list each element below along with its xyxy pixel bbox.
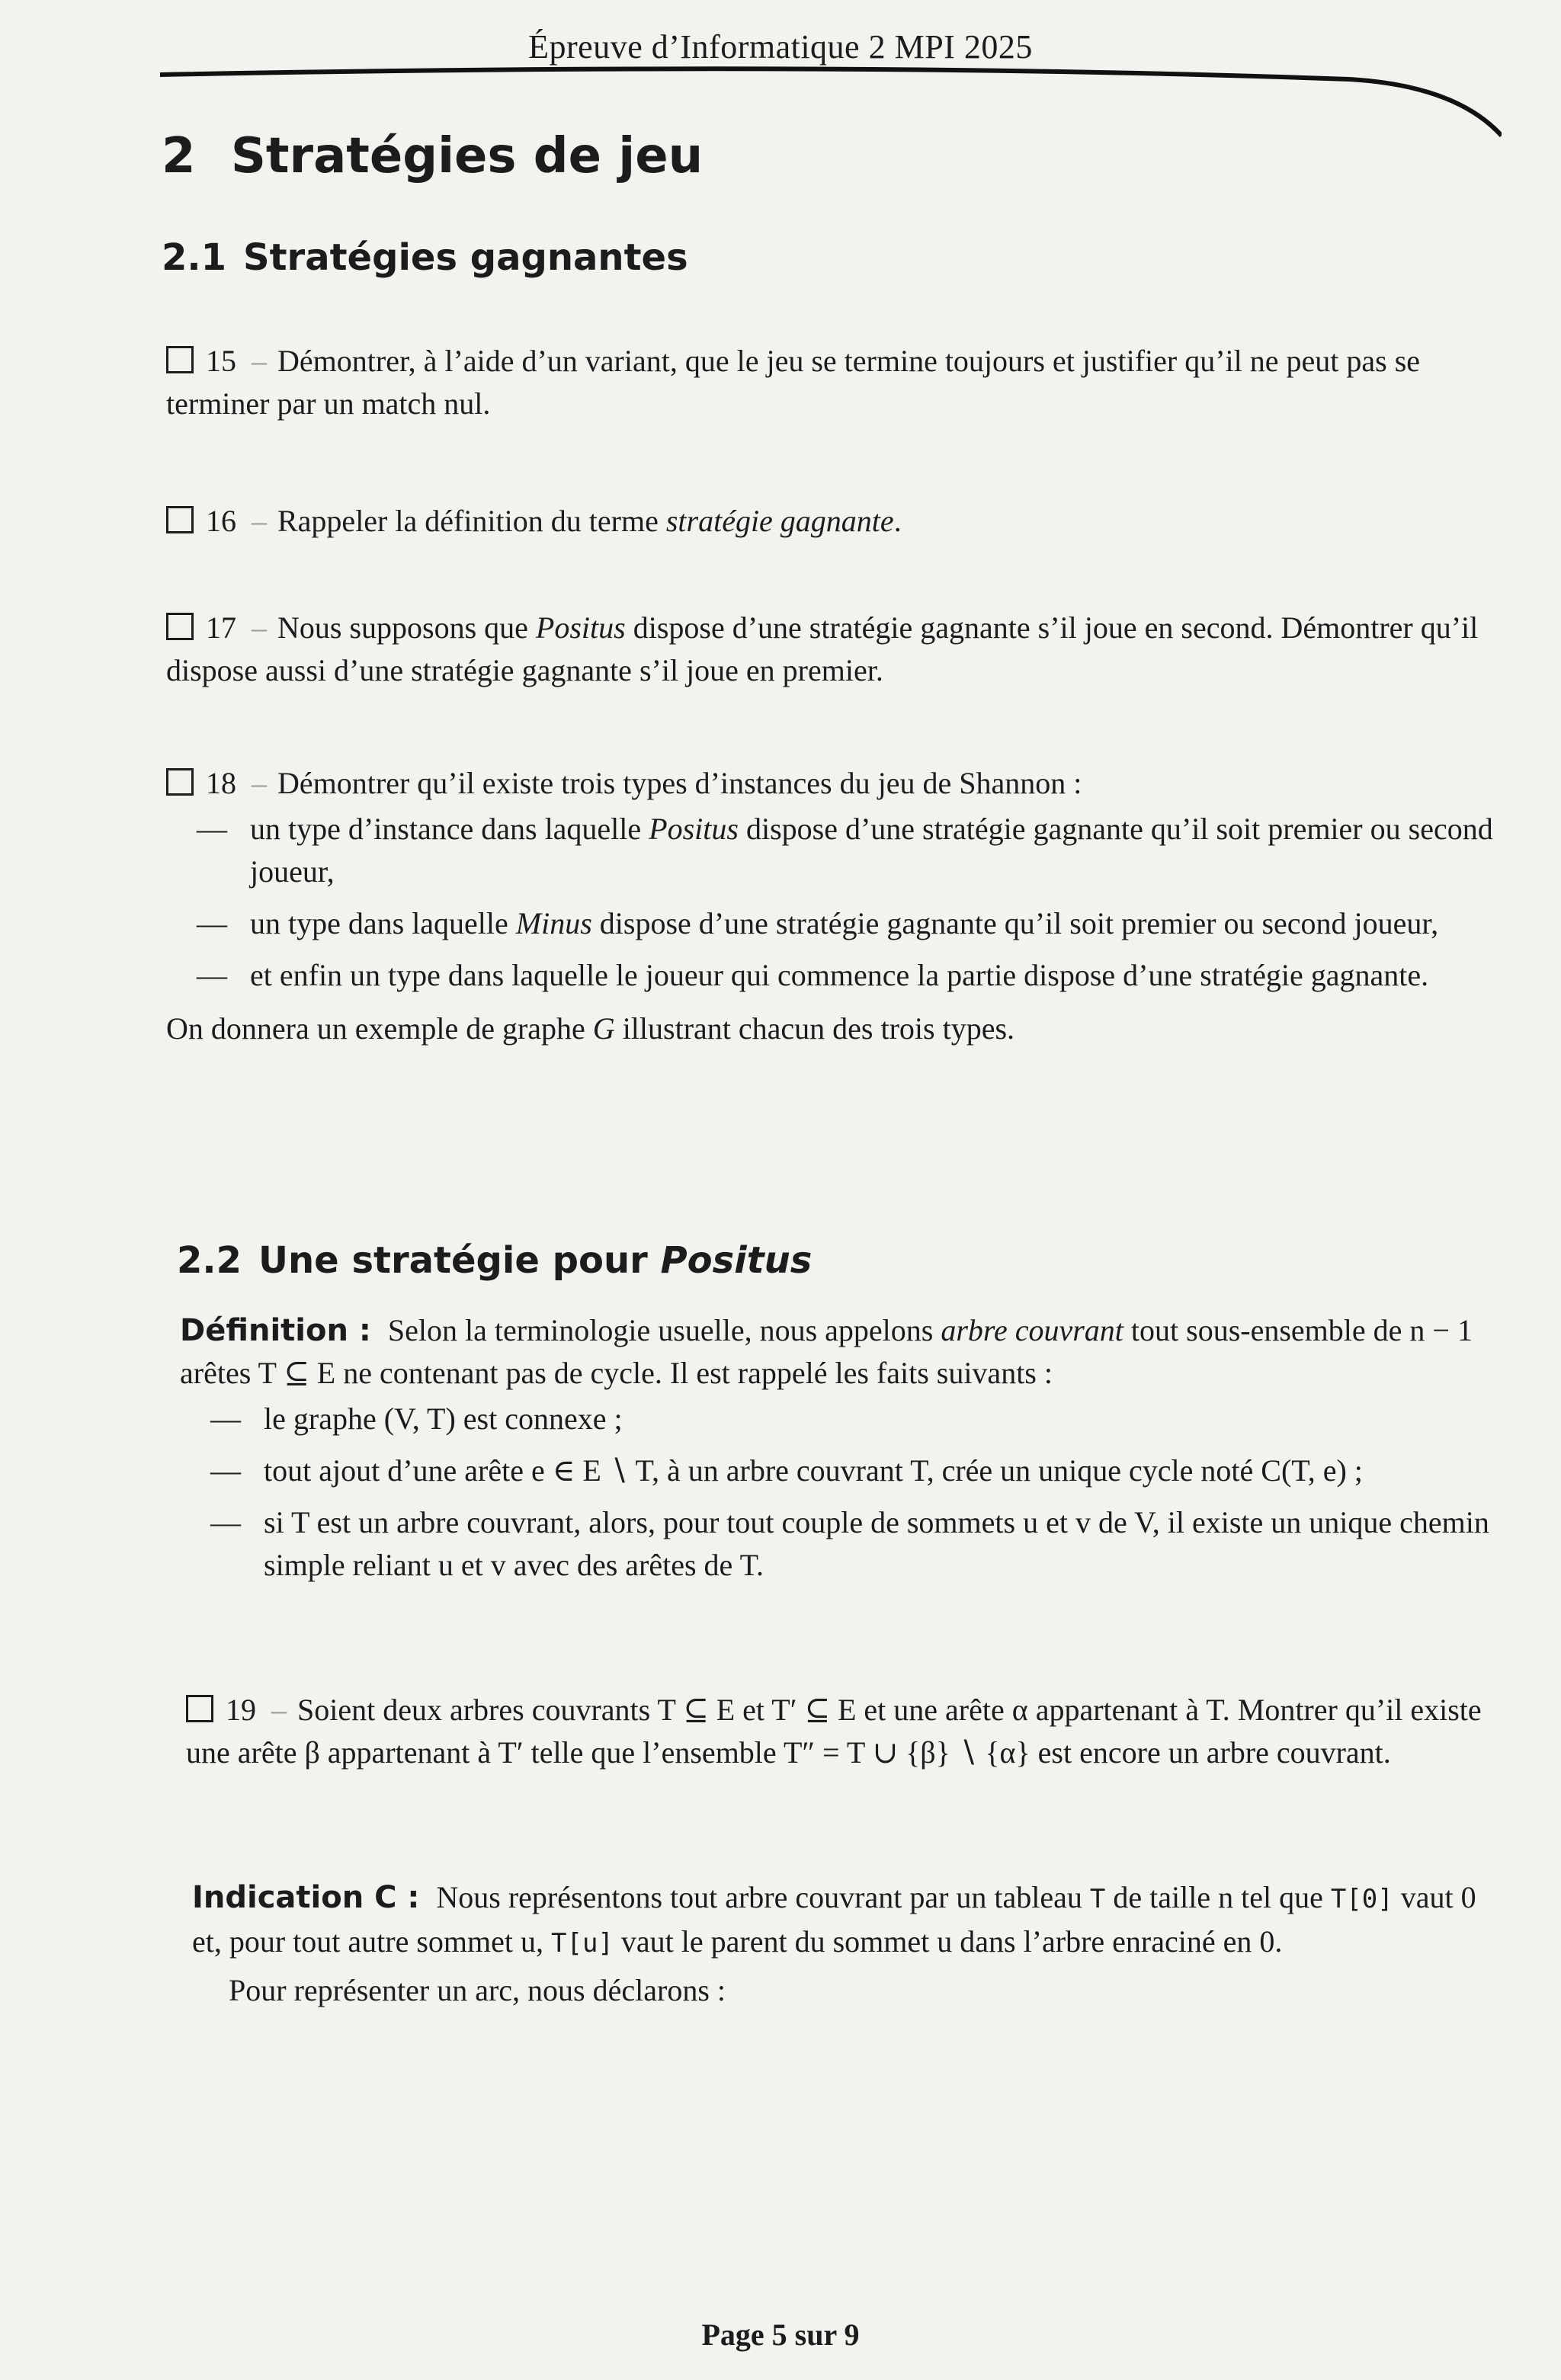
list-item: — un type d’instance dans laquelle Positus dispose d’une stratégie gagnante qu’il soit premier ou second joueur, [197,812,1493,889]
question-18 [166,762,1500,1050]
list-item: — et enfin un type dans laquelle le joueur qui commence la partie dispose d’une stratégie gagnante. [197,958,1429,992]
conclusion-text: On donnera un exemple de graphe [166,1011,593,1046]
question-text: Démontrer, à l’aide d’un variant, que le jeu se termine toujours et justifier qu’il ne peut pas se terminer par un match nul. [166,344,1421,421]
section-heading [162,128,703,184]
subsection-heading-2-2 [177,1239,812,1282]
item-text-end: dispose d’une stratégie gagnante qu’il soit premier ou second joueur, [591,906,1439,940]
separator-dash: – [252,610,267,645]
question-emphasis: stratégie gagnante [665,504,894,538]
item-text: un type dans laquelle [250,906,516,940]
code-token: T[u] [551,1928,614,1959]
fact-text: si T est un arbre couvrant, alors, pour tout couple de sommets u et v de V, il existe un unique chemin simple reliant u et v avec des arêtes de T. [264,1505,1489,1582]
question-16 [166,500,1500,543]
page-header-title: Épreuve d’Informatique 2 MPI 2025 [528,28,1033,66]
question-text: Nous supposons que [277,610,536,645]
list-item: — tout ajout d’une arête e ∈ E ∖ T, à un arbre couvrant T, crée un unique cycle noté C(T, e) ; [210,1453,1363,1488]
separator-dash: – [252,344,267,378]
separator-dash: – [252,504,267,538]
question-text: Démontrer qu’il existe trois types d’instances du jeu de Shannon : [277,766,1082,800]
question-number: 16 [206,504,236,538]
indication-label: Indication C : [192,1880,420,1915]
question-text-end: . [893,504,902,538]
separator-dash: – [271,1693,287,1727]
subsection-title: Stratégies gagnantes [243,236,688,279]
item-emphasis: Minus [515,906,592,940]
question-text: Soient deux arbres couvrants T ⊆ E et T′ ⊆ E et une arête α appartenant à T. Montrer qu’il existe une arête β appartenant à T′ telle que l’ensemble T″ = T ∪ {β} ∖ {α} est encore un arbre couvrant. [186,1693,1482,1770]
list-item: — le graphe (V, T) est connexe ; [210,1401,623,1436]
question-text: Rappeler la définition du terme [277,504,666,538]
question-number: 18 [206,766,236,800]
page-footer: Page 5 sur 9 [701,2318,860,2352]
checkbox-icon [166,613,194,640]
item-text: et enfin un type dans laquelle le joueur qui commence la partie dispose d’une stratégie gagnante. [250,958,1429,992]
checkbox-icon [166,768,194,796]
checkbox-icon [166,506,194,533]
q18-conclusion [166,1007,1500,1050]
item-text: un type d’instance dans laquelle [250,812,649,846]
definition-label: Définition : [180,1313,371,1348]
fact-text: tout ajout d’une arête e ∈ E ∖ T, à un arbre couvrant T, crée un unique cycle noté C(T, e) ; [264,1453,1363,1488]
indication-block [192,1876,1498,2012]
type-list [166,808,1500,997]
question-text-end: dispose d’une stratégie gagnante s’il joue en second. Démontrer qu’il dispose aussi d’une stratégie gagnante s’il joue en premier. [166,610,1479,687]
item-emphasis: Positus [649,812,739,846]
section-title: Stratégies de jeu [230,128,704,184]
definition-block [180,1309,1498,1596]
list-item: — un type dans laquelle Minus dispose d’une stratégie gagnante qu’il soit premier ou second joueur, [197,906,1439,940]
indication-text: de taille n tel que [1105,1880,1331,1914]
fact-text: le graphe (V, T) est connexe ; [264,1401,623,1436]
code-token: T[0] [1330,1884,1393,1914]
subsection-title-emphasis: Positus [660,1239,813,1282]
definition-text-end: tout sous-ensemble de n − 1 arêtes T ⊆ E ne contenant pas de cycle. Il est rappelé les faits suivants : [180,1313,1473,1390]
indication-text: vaut le parent du sommet u dans l’arbre enraciné en 0. [613,1924,1283,1959]
question-15 [166,340,1500,425]
checkbox-icon [186,1695,213,1722]
definition-term: arbre couvrant [941,1313,1123,1347]
checkbox-icon [166,346,194,373]
conclusion-text-end: illustrant chacun des trois types. [614,1011,1015,1046]
question-number: 15 [206,344,236,378]
question-number: 17 [206,610,236,645]
subsection-title: Une stratégie pour [258,1239,661,1282]
conclusion-var: G [592,1011,615,1046]
indication-text: Nous représentons tout arbre couvrant par un tableau [436,1880,1090,1914]
question-number: 19 [226,1693,256,1727]
subsection-number: 2.1 [162,236,227,279]
code-token: T [1089,1884,1106,1914]
question-17 [166,607,1500,692]
subsection-number: 2.2 [177,1239,242,1282]
subsection-heading-2-1 [162,236,688,279]
list-item: — si T est un arbre couvrant, alors, pour tout couple de sommets u et v de V, il existe un unique chemin simple reliant u et v avec des arêtes de T. [210,1505,1489,1582]
section-number: 2 [162,128,196,184]
question-19 [186,1689,1498,1774]
item-text-end: dispose d’une stratégie gagnante qu’il soit premier ou second joueur, [250,812,1493,889]
question-emphasis: Positus [535,610,626,645]
facts-list [180,1398,1498,1587]
definition-text: Selon la terminologie usuelle, nous appelons [387,1313,941,1347]
indication-text: vaut 0 et, pour tout autre sommet u, [192,1880,1476,1959]
separator-dash: – [252,766,267,800]
indication-line-2: Pour représenter un arc, nous déclarons : [229,1973,726,2007]
